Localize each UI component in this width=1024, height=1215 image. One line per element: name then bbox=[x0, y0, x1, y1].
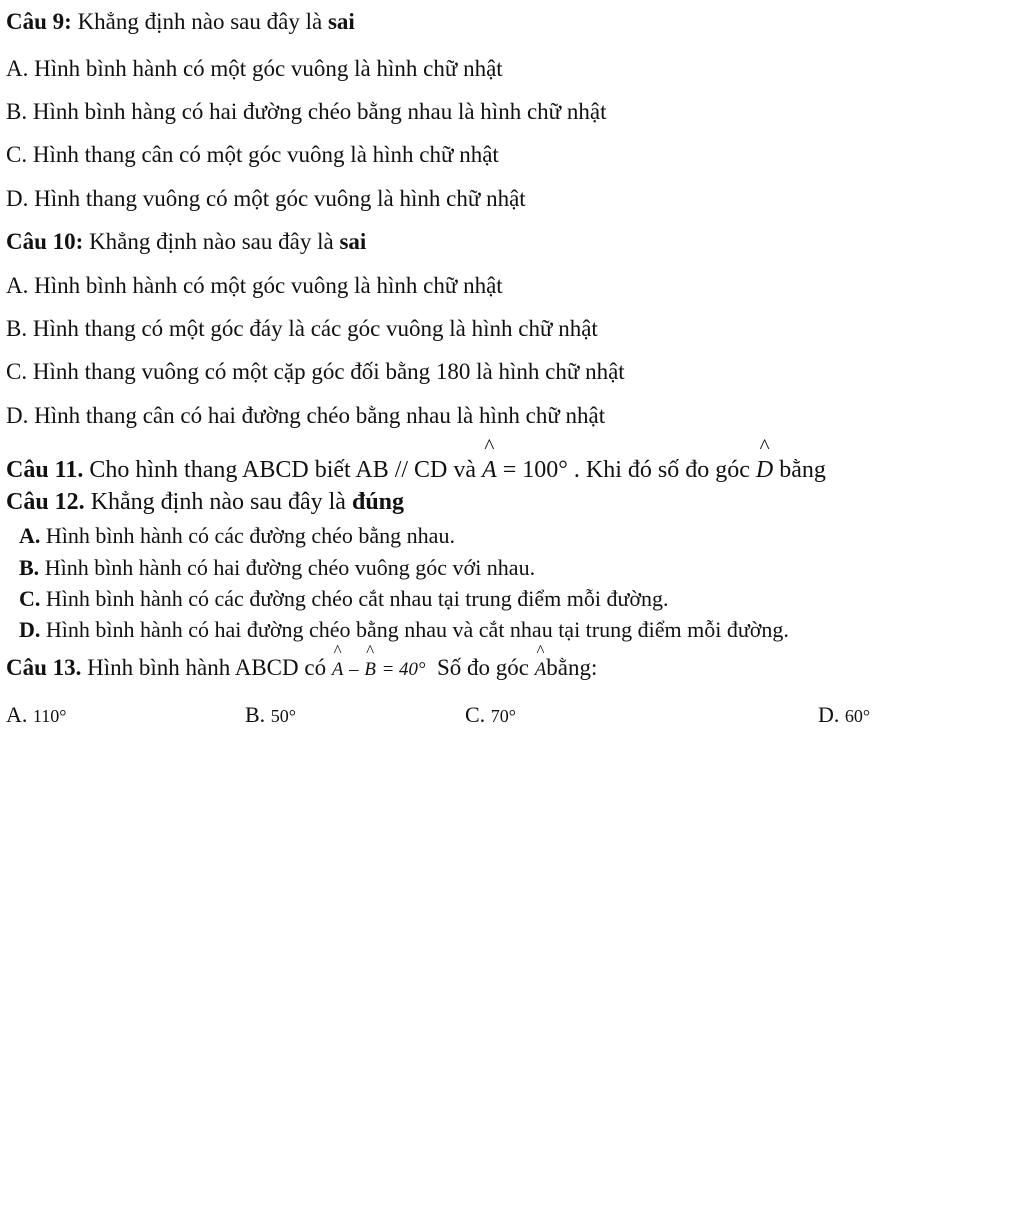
q13-angle-a-2: ^ A bbox=[534, 640, 547, 680]
q10-option-b[interactable]: B. Hình thang có một góc đáy là các góc vuông là hình chữ nhật bbox=[6, 316, 598, 341]
q11-angle-d: ^ D bbox=[755, 434, 774, 483]
q13-angle-b: ^ B bbox=[364, 640, 376, 680]
q9-keyword: sai bbox=[327, 9, 355, 34]
q11-text1: Cho hình thang ABCD biết AB // CD và bbox=[89, 457, 477, 483]
q10-label: Câu 10: bbox=[6, 229, 84, 254]
q10-option-d[interactable]: D. Hình thang cân có hai đường chéo bằng nhau là hình chữ nhật bbox=[6, 403, 606, 428]
q13-label: Câu 13. bbox=[6, 655, 82, 680]
q9-option-d[interactable]: D. Hình thang vuông có một góc vuông là hình chữ nhật bbox=[6, 186, 526, 211]
q12-option-c[interactable]: C. Hình bình hành có các đường chéo cắt nhau tại trung điểm mỗi đường. bbox=[19, 586, 669, 611]
q11-text3: bằng bbox=[779, 457, 826, 483]
q12-label: Câu 12. bbox=[6, 489, 85, 515]
q13-text3: bằng: bbox=[546, 655, 598, 680]
q9-option-a[interactable]: A. Hình bình hành có một góc vuông là hình chữ nhật bbox=[6, 56, 503, 81]
q13-answer-b[interactable]: B. 50° bbox=[245, 702, 296, 727]
q9-option-b[interactable]: B. Hình bình hàng có hai đường chéo bằng nhau là hình chữ nhật bbox=[6, 99, 607, 124]
q11-text2: . Khi đó số đo góc bbox=[573, 457, 750, 483]
hat-icon: ^ bbox=[333, 640, 342, 660]
q10-option-c[interactable]: C. Hình thang vuông có một cặp góc đối bằng 180 là hình chữ nhật bbox=[6, 359, 625, 384]
q13-text2: Số đo góc bbox=[436, 655, 529, 680]
q9-option-c[interactable]: C. Hình thang cân có một góc vuông là hình chữ nhật bbox=[6, 142, 499, 167]
q13-angle-a: ^ A bbox=[331, 640, 344, 680]
q12-keyword: đúng bbox=[351, 489, 405, 515]
q12-stem: Khẳng định nào sau đây là bbox=[90, 489, 346, 515]
q9-heading bbox=[6, 9, 355, 35]
q10-option-a[interactable]: A. Hình bình hành có một góc vuông là hình chữ nhật bbox=[6, 273, 503, 298]
hat-icon: ^ bbox=[366, 640, 375, 660]
q11-angle-a: ^ A bbox=[482, 434, 497, 483]
q10-keyword: sai bbox=[339, 229, 367, 254]
q13-line bbox=[6, 640, 598, 681]
q13-text1: Hình bình hành ABCD có bbox=[87, 655, 327, 680]
q12-option-d[interactable]: D. Hình bình hành có hai đường chéo bằng nhau và cắt nhau tại trung điểm mỗi đường. bbox=[19, 617, 789, 642]
q12-heading bbox=[6, 489, 404, 516]
q11-eq: = 100° bbox=[502, 457, 568, 483]
q13-answer-c[interactable]: C. 70° bbox=[465, 702, 516, 727]
hat-icon: ^ bbox=[759, 434, 770, 459]
q12-option-a[interactable]: A. Hình bình hành có các đường chéo bằng nhau. bbox=[19, 523, 455, 548]
q13-minus: – bbox=[349, 659, 359, 680]
q11-label: Câu 11. bbox=[6, 457, 84, 483]
q13-answer-d[interactable]: D. 60° bbox=[818, 702, 871, 727]
q10-heading bbox=[6, 229, 366, 255]
q13-eq: = 40° bbox=[381, 659, 426, 680]
q11-line bbox=[6, 434, 826, 484]
q10-stem: Khẳng định nào sau đây là bbox=[89, 229, 334, 254]
q9-label: Câu 9: bbox=[6, 9, 72, 34]
hat-icon: ^ bbox=[536, 640, 545, 660]
hat-icon: ^ bbox=[484, 434, 495, 459]
q13-answer-a[interactable]: A. 110° bbox=[6, 702, 67, 727]
q12-option-b[interactable]: B. Hình bình hành có hai đường chéo vuông góc với nhau. bbox=[19, 555, 536, 580]
q9-stem: Khẳng định nào sau đây là bbox=[77, 9, 323, 34]
